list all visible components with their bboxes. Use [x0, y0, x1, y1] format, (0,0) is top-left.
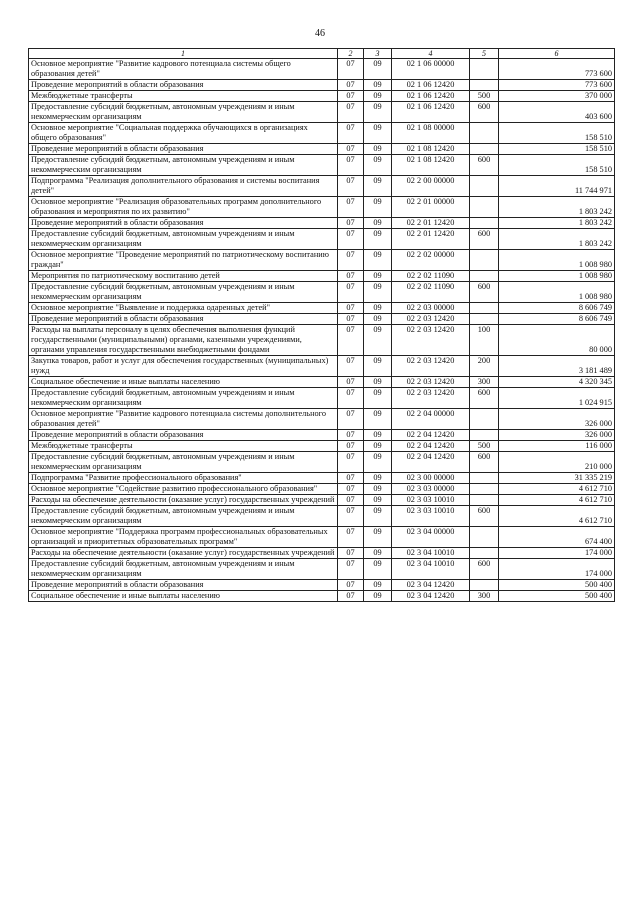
row-amount-cell: 116 000: [499, 441, 615, 452]
row-name-cell: Основное мероприятие "Развитие кадрового потенциала системы общего образования детей": [29, 59, 338, 80]
row-expense-type-cell: 600: [470, 559, 499, 580]
table-row: [29, 559, 615, 580]
row-target-article-cell: 02 2 01 12420: [392, 229, 470, 250]
row-target-article-cell: 02 3 03 10010: [392, 506, 470, 527]
row-expense-type-cell: [470, 473, 499, 484]
row-amount-cell: 1 024 915: [499, 388, 615, 409]
page-number: 46: [315, 28, 325, 39]
row-amount-cell: 8 606 749: [499, 303, 615, 314]
row-target-article-cell: 02 2 04 12420: [392, 430, 470, 441]
row-amount-cell: 500 400: [499, 591, 615, 602]
row-amount-cell: 1 008 980: [499, 282, 615, 303]
row-expense-type-cell: [470, 176, 499, 197]
row-amount-cell: 80 000: [499, 325, 615, 356]
row-subsection-cell: 09: [364, 548, 392, 559]
row-chapter-cell: 07: [338, 303, 364, 314]
row-name-cell: Проведение мероприятий в области образования: [29, 314, 338, 325]
row-name-cell: Межбюджетные трансферты: [29, 91, 338, 102]
row-expense-type-cell: 300: [470, 591, 499, 602]
row-subsection-cell: 09: [364, 580, 392, 591]
row-chapter-cell: 07: [338, 356, 364, 377]
row-subsection-cell: 09: [364, 91, 392, 102]
column-header: 4: [392, 49, 470, 59]
row-target-article-cell: 02 3 04 12420: [392, 580, 470, 591]
row-target-article-cell: 02 3 03 00000: [392, 484, 470, 495]
row-name-cell: Предоставление субсидий бюджетным, автономным учреждениям и иным некоммерческим организациям: [29, 229, 338, 250]
row-name-cell: Проведение мероприятий в области образования: [29, 80, 338, 91]
row-subsection-cell: 09: [364, 473, 392, 484]
row-chapter-cell: 07: [338, 452, 364, 473]
row-name-cell: Предоставление субсидий бюджетным, автономным учреждениям и иным некоммерческим организациям: [29, 155, 338, 176]
row-chapter-cell: 07: [338, 102, 364, 123]
row-expense-type-cell: 500: [470, 441, 499, 452]
table-row: [29, 377, 615, 388]
row-target-article-cell: 02 2 04 12420: [392, 452, 470, 473]
row-subsection-cell: 09: [364, 506, 392, 527]
row-chapter-cell: 07: [338, 250, 364, 271]
row-subsection-cell: 09: [364, 495, 392, 506]
row-subsection-cell: 09: [364, 144, 392, 155]
row-expense-type-cell: 600: [470, 506, 499, 527]
table-row: [29, 250, 615, 271]
row-subsection-cell: 09: [364, 102, 392, 123]
row-chapter-cell: 07: [338, 155, 364, 176]
row-amount-cell: 4 320 345: [499, 377, 615, 388]
row-subsection-cell: 09: [364, 356, 392, 377]
row-chapter-cell: 07: [338, 580, 364, 591]
row-subsection-cell: 09: [364, 484, 392, 495]
row-chapter-cell: 07: [338, 409, 364, 430]
row-subsection-cell: 09: [364, 229, 392, 250]
table-row: [29, 473, 615, 484]
row-name-cell: Проведение мероприятий в области образования: [29, 580, 338, 591]
row-chapter-cell: 07: [338, 473, 364, 484]
row-amount-cell: 1 008 980: [499, 271, 615, 282]
row-target-article-cell: 02 3 04 10010: [392, 559, 470, 580]
row-amount-cell: 158 510: [499, 155, 615, 176]
row-amount-cell: 773 600: [499, 80, 615, 91]
row-subsection-cell: 09: [364, 430, 392, 441]
row-chapter-cell: 07: [338, 271, 364, 282]
table-row: [29, 591, 615, 602]
row-expense-type-cell: [470, 548, 499, 559]
row-amount-cell: 326 000: [499, 409, 615, 430]
row-target-article-cell: 02 2 03 12420: [392, 377, 470, 388]
row-subsection-cell: 09: [364, 282, 392, 303]
row-chapter-cell: 07: [338, 506, 364, 527]
row-target-article-cell: 02 3 00 00000: [392, 473, 470, 484]
row-name-cell: Предоставление субсидий бюджетным, автономным учреждениям и иным некоммерческим организациям: [29, 452, 338, 473]
row-target-article-cell: 02 2 02 11090: [392, 282, 470, 303]
row-amount-cell: 1 803 242: [499, 197, 615, 218]
row-target-article-cell: 02 3 04 00000: [392, 527, 470, 548]
row-chapter-cell: 07: [338, 484, 364, 495]
row-name-cell: Расходы на обеспечение деятельности (оказание услуг) государственных учреждений: [29, 495, 338, 506]
row-subsection-cell: 09: [364, 441, 392, 452]
row-expense-type-cell: [470, 59, 499, 80]
row-chapter-cell: 07: [338, 377, 364, 388]
row-amount-cell: 158 510: [499, 144, 615, 155]
row-name-cell: Предоставление субсидий бюджетным, автономным учреждениям и иным некоммерческим организациям: [29, 388, 338, 409]
table-row: [29, 548, 615, 559]
row-chapter-cell: 07: [338, 441, 364, 452]
row-name-cell: Предоставление субсидий бюджетным, автономным учреждениям и иным некоммерческим организациям: [29, 102, 338, 123]
row-subsection-cell: 09: [364, 123, 392, 144]
row-amount-cell: 4 612 710: [499, 506, 615, 527]
row-expense-type-cell: [470, 495, 499, 506]
row-name-cell: Основное мероприятие "Реализация образовательных программ дополнительного образования и мероприятия по их развитию": [29, 197, 338, 218]
row-target-article-cell: 02 2 04 12420: [392, 441, 470, 452]
column-header: 3: [364, 49, 392, 59]
table-row: [29, 527, 615, 548]
row-chapter-cell: 07: [338, 591, 364, 602]
row-expense-type-cell: 600: [470, 229, 499, 250]
row-chapter-cell: 07: [338, 59, 364, 80]
table-row: [29, 91, 615, 102]
row-amount-cell: 403 600: [499, 102, 615, 123]
row-amount-cell: 370 000: [499, 91, 615, 102]
row-expense-type-cell: [470, 484, 499, 495]
row-chapter-cell: 07: [338, 123, 364, 144]
row-chapter-cell: 07: [338, 325, 364, 356]
row-chapter-cell: 07: [338, 80, 364, 91]
row-target-article-cell: 02 3 04 10010: [392, 548, 470, 559]
budget-table: [28, 48, 615, 602]
row-chapter-cell: 07: [338, 197, 364, 218]
row-subsection-cell: 09: [364, 176, 392, 197]
table-header: [29, 49, 615, 59]
row-name-cell: Основное мероприятие "Социальная поддержка обучающихся в организациях общего образования": [29, 123, 338, 144]
row-expense-type-cell: 200: [470, 356, 499, 377]
table-row: [29, 506, 615, 527]
row-name-cell: Основное мероприятие "Проведение мероприятий по патриотическому воспитанию граждан": [29, 250, 338, 271]
row-name-cell: Подпрограмма "Развитие профессионального образования": [29, 473, 338, 484]
row-chapter-cell: 07: [338, 430, 364, 441]
row-target-article-cell: 02 2 01 00000: [392, 197, 470, 218]
row-subsection-cell: 09: [364, 314, 392, 325]
row-expense-type-cell: [470, 218, 499, 229]
row-amount-cell: 4 612 710: [499, 484, 615, 495]
table-row: [29, 484, 615, 495]
row-target-article-cell: 02 1 08 12420: [392, 155, 470, 176]
table-row: [29, 314, 615, 325]
row-amount-cell: 326 000: [499, 430, 615, 441]
row-target-article-cell: 02 2 00 00000: [392, 176, 470, 197]
row-expense-type-cell: 600: [470, 452, 499, 473]
row-expense-type-cell: [470, 250, 499, 271]
row-name-cell: Расходы на обеспечение деятельности (оказание услуг) государственных учреждений: [29, 548, 338, 559]
row-chapter-cell: 07: [338, 282, 364, 303]
row-chapter-cell: 07: [338, 388, 364, 409]
header-row: [29, 49, 615, 59]
table-row: [29, 303, 615, 314]
row-name-cell: Предоставление субсидий бюджетным, автономным учреждениям и иным некоммерческим организациям: [29, 506, 338, 527]
row-subsection-cell: 09: [364, 59, 392, 80]
table-row: [29, 155, 615, 176]
row-subsection-cell: 09: [364, 155, 392, 176]
row-name-cell: Межбюджетные трансферты: [29, 441, 338, 452]
row-chapter-cell: 07: [338, 495, 364, 506]
table-row: [29, 102, 615, 123]
row-chapter-cell: 07: [338, 559, 364, 580]
row-expense-type-cell: [470, 303, 499, 314]
row-subsection-cell: 09: [364, 377, 392, 388]
row-name-cell: Социальное обеспечение и иные выплаты населению: [29, 591, 338, 602]
row-target-article-cell: 02 1 08 00000: [392, 123, 470, 144]
row-expense-type-cell: [470, 314, 499, 325]
row-amount-cell: 3 181 489: [499, 356, 615, 377]
row-expense-type-cell: [470, 144, 499, 155]
row-chapter-cell: 07: [338, 176, 364, 197]
row-chapter-cell: 07: [338, 218, 364, 229]
row-name-cell: Мероприятия по патриотическому воспитанию детей: [29, 271, 338, 282]
row-name-cell: Закупка товаров, работ и услуг для обеспечения государственных (муниципальных) нужд: [29, 356, 338, 377]
row-expense-type-cell: [470, 527, 499, 548]
table-body: [29, 59, 615, 602]
row-amount-cell: 1 803 242: [499, 218, 615, 229]
column-header: 6: [499, 49, 615, 59]
row-amount-cell: 31 335 219: [499, 473, 615, 484]
row-target-article-cell: 02 1 06 12420: [392, 80, 470, 91]
row-target-article-cell: 02 2 03 00000: [392, 303, 470, 314]
row-target-article-cell: 02 3 03 10010: [392, 495, 470, 506]
row-target-article-cell: 02 2 02 00000: [392, 250, 470, 271]
table-row: [29, 388, 615, 409]
row-expense-type-cell: 500: [470, 91, 499, 102]
row-name-cell: Проведение мероприятий в области образования: [29, 218, 338, 229]
row-expense-type-cell: [470, 123, 499, 144]
table-row: [29, 409, 615, 430]
row-target-article-cell: 02 1 08 12420: [392, 144, 470, 155]
row-subsection-cell: 09: [364, 325, 392, 356]
row-expense-type-cell: 100: [470, 325, 499, 356]
row-subsection-cell: 09: [364, 250, 392, 271]
row-name-cell: Основное мероприятие "Развитие кадрового потенциала системы дополнительного образования детей": [29, 409, 338, 430]
table-row: [29, 580, 615, 591]
row-expense-type-cell: [470, 409, 499, 430]
row-chapter-cell: 07: [338, 548, 364, 559]
row-chapter-cell: 07: [338, 314, 364, 325]
table-row: [29, 282, 615, 303]
row-amount-cell: 1 803 242: [499, 229, 615, 250]
row-chapter-cell: 07: [338, 527, 364, 548]
row-subsection-cell: 09: [364, 218, 392, 229]
row-target-article-cell: 02 3 04 12420: [392, 591, 470, 602]
row-amount-cell: 1 008 980: [499, 250, 615, 271]
table-row: [29, 218, 615, 229]
row-expense-type-cell: [470, 430, 499, 441]
row-expense-type-cell: 600: [470, 155, 499, 176]
column-header: 1: [29, 49, 338, 59]
table-row: [29, 441, 615, 452]
table-row: [29, 197, 615, 218]
column-header: 2: [338, 49, 364, 59]
table-row: [29, 80, 615, 91]
row-subsection-cell: 09: [364, 271, 392, 282]
row-target-article-cell: 02 1 06 00000: [392, 59, 470, 80]
row-expense-type-cell: 600: [470, 388, 499, 409]
row-target-article-cell: 02 2 04 00000: [392, 409, 470, 430]
row-name-cell: Предоставление субсидий бюджетным, автономным учреждениям и иным некоммерческим организациям: [29, 282, 338, 303]
row-name-cell: Проведение мероприятий в области образования: [29, 430, 338, 441]
row-name-cell: Проведение мероприятий в области образования: [29, 144, 338, 155]
row-expense-type-cell: 600: [470, 282, 499, 303]
table-row: [29, 229, 615, 250]
table-row: [29, 452, 615, 473]
row-amount-cell: 210 000: [499, 452, 615, 473]
table-row: [29, 144, 615, 155]
table-row: [29, 495, 615, 506]
table-row: [29, 176, 615, 197]
row-amount-cell: 11 744 971: [499, 176, 615, 197]
row-target-article-cell: 02 1 06 12420: [392, 102, 470, 123]
row-expense-type-cell: [470, 80, 499, 91]
row-subsection-cell: 09: [364, 591, 392, 602]
row-name-cell: Расходы на выплаты персоналу в целях обеспечения выполнения функций государственными (муниципальными) органами, казенными учреждениями, органами управления государственными внебюджетными фондами: [29, 325, 338, 356]
row-name-cell: Основное мероприятие "Содействие развитию профессионального образования": [29, 484, 338, 495]
row-subsection-cell: 09: [364, 559, 392, 580]
row-subsection-cell: 09: [364, 197, 392, 218]
row-name-cell: Основное мероприятие "Выявление и поддержка одаренных детей": [29, 303, 338, 314]
row-target-article-cell: 02 2 03 12420: [392, 314, 470, 325]
table-row: [29, 123, 615, 144]
table-row: [29, 356, 615, 377]
row-name-cell: Предоставление субсидий бюджетным, автономным учреждениям и иным некоммерческим организациям: [29, 559, 338, 580]
table-row: [29, 59, 615, 80]
row-target-article-cell: 02 1 06 12420: [392, 91, 470, 102]
row-target-article-cell: 02 2 01 12420: [392, 218, 470, 229]
row-name-cell: Подпрограмма "Реализация дополнительного образования и системы воспитания детей": [29, 176, 338, 197]
row-expense-type-cell: [470, 197, 499, 218]
row-target-article-cell: 02 2 03 12420: [392, 356, 470, 377]
row-subsection-cell: 09: [364, 303, 392, 314]
row-amount-cell: 674 400: [499, 527, 615, 548]
row-chapter-cell: 07: [338, 144, 364, 155]
row-amount-cell: 500 400: [499, 580, 615, 591]
row-subsection-cell: 09: [364, 452, 392, 473]
row-subsection-cell: 09: [364, 388, 392, 409]
row-amount-cell: 174 000: [499, 548, 615, 559]
row-subsection-cell: 09: [364, 80, 392, 91]
row-target-article-cell: 02 2 03 12420: [392, 388, 470, 409]
table-row: [29, 325, 615, 356]
row-target-article-cell: 02 2 02 11090: [392, 271, 470, 282]
row-amount-cell: 4 612 710: [499, 495, 615, 506]
row-amount-cell: 158 510: [499, 123, 615, 144]
row-expense-type-cell: 300: [470, 377, 499, 388]
row-expense-type-cell: [470, 580, 499, 591]
row-name-cell: Социальное обеспечение и иные выплаты населению: [29, 377, 338, 388]
row-amount-cell: 773 600: [499, 59, 615, 80]
row-expense-type-cell: 600: [470, 102, 499, 123]
row-subsection-cell: 09: [364, 409, 392, 430]
table-row: [29, 430, 615, 441]
row-chapter-cell: 07: [338, 91, 364, 102]
row-target-article-cell: 02 2 03 12420: [392, 325, 470, 356]
row-name-cell: Основное мероприятие "Поддержка программ профессиональных образовательных организаций и приоритетных образовательных программ": [29, 527, 338, 548]
row-amount-cell: 8 606 749: [499, 314, 615, 325]
row-subsection-cell: 09: [364, 527, 392, 548]
column-header: 5: [470, 49, 499, 59]
table-row: [29, 271, 615, 282]
row-chapter-cell: 07: [338, 229, 364, 250]
row-expense-type-cell: [470, 271, 499, 282]
row-amount-cell: 174 000: [499, 559, 615, 580]
